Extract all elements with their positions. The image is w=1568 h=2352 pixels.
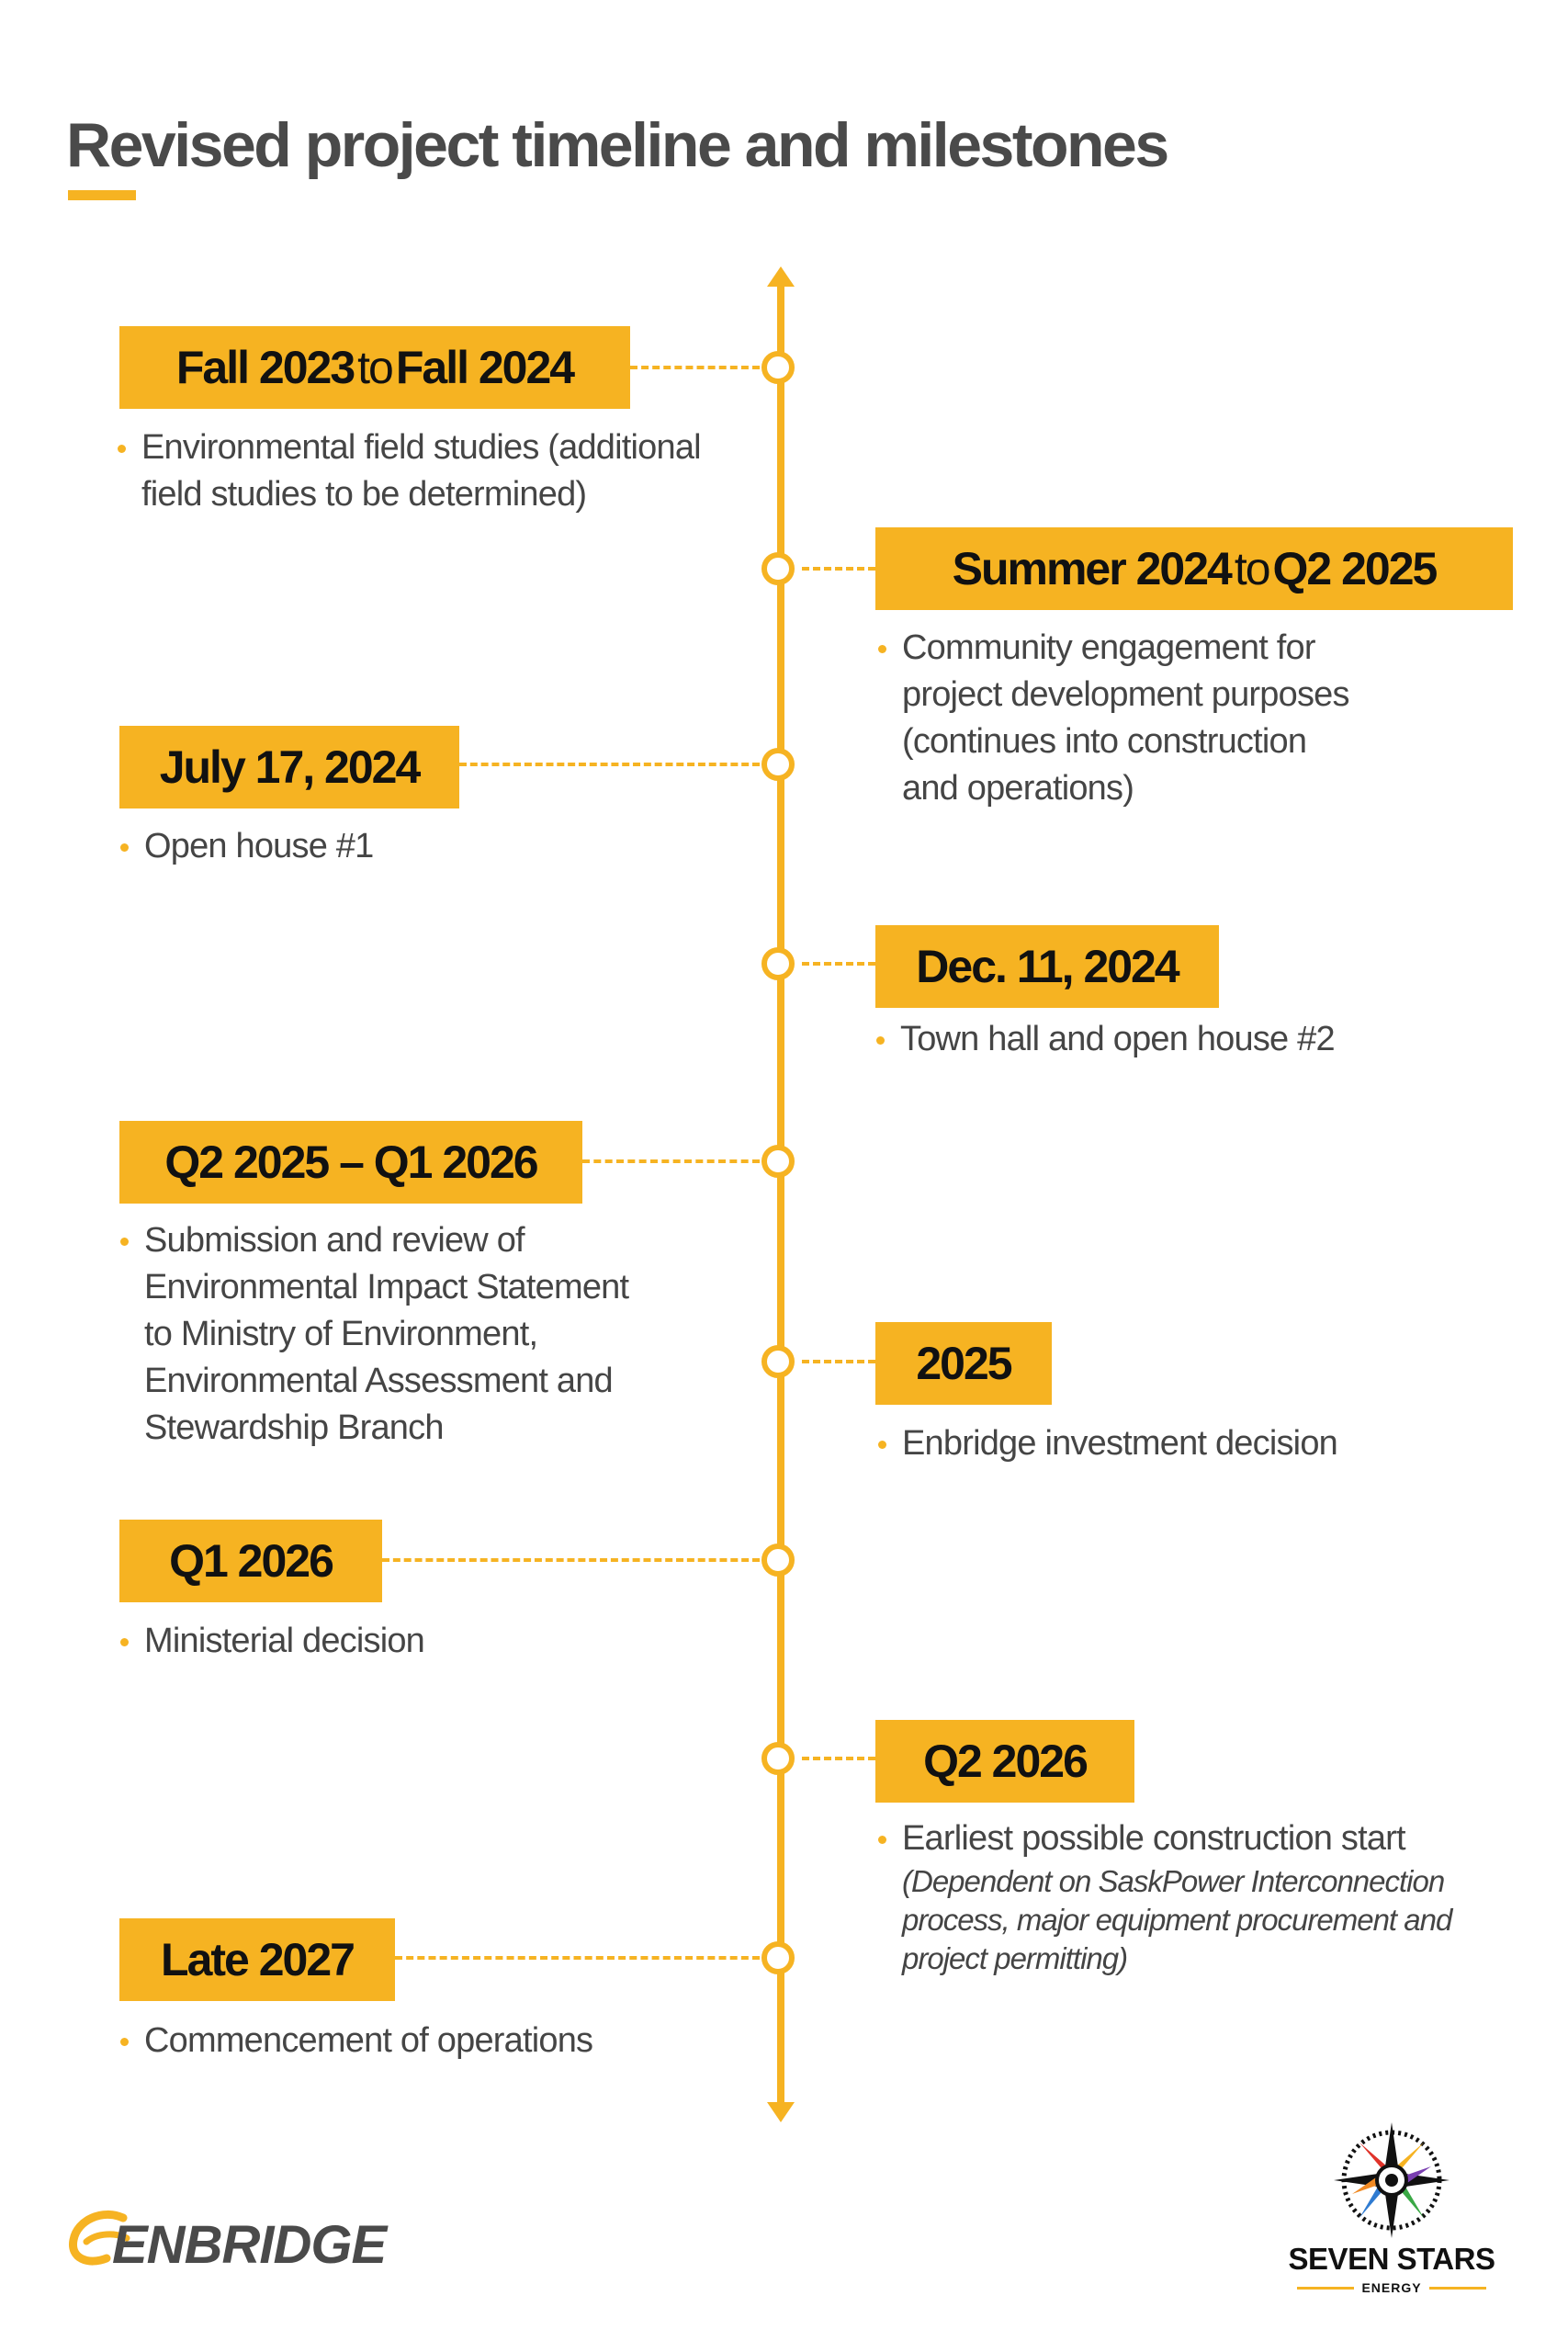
- milestone-description: Environmental field studies (additional field studies to be determined): [141, 424, 701, 518]
- bullet-icon: [120, 2038, 129, 2046]
- bullet-icon: [120, 1638, 129, 1646]
- milestone-note: (Dependent on SaskPower Interconnection: [902, 1864, 1445, 1898]
- milestone-description: Commencement of operations: [144, 2018, 592, 2064]
- bullet-icon: [878, 645, 886, 653]
- bullet-icon: [878, 1441, 886, 1449]
- milestone-note: process, major equipment procurement and: [902, 1903, 1452, 1937]
- timeline-node: [761, 1345, 795, 1378]
- bullet-icon: [118, 445, 126, 453]
- milestone-description: Community engagement for project development purposes (continues into construction and operations): [902, 625, 1349, 812]
- milestone-date-badge: Q2 2026: [875, 1720, 1134, 1803]
- connector-dash: [630, 366, 760, 369]
- connector-dash: [382, 1558, 760, 1562]
- title-underline: [68, 190, 136, 200]
- milestone-date-badge: 2025: [875, 1322, 1052, 1405]
- seven-stars-logo: [1286, 2113, 1497, 2297]
- subline-rule: [1429, 2287, 1486, 2290]
- connector-dash: [802, 962, 875, 966]
- seven-stars-sub: ENERGY: [1361, 2280, 1422, 2295]
- milestone-description: Open house #1: [144, 823, 373, 870]
- connector-dash: [802, 567, 875, 571]
- milestone-description: Ministerial decision: [144, 1618, 424, 1665]
- connector-dash: [459, 763, 760, 766]
- milestone-description: Earliest possible construction start (Dependent on SaskPower Interconnection process, major equipment procurement and project permitting): [902, 1815, 1451, 1978]
- bullet-icon: [876, 1036, 885, 1045]
- seven-stars-wordmark: SEVEN STARS: [1288, 2242, 1495, 2276]
- milestone-description: Town hall and open house #2: [900, 1016, 1335, 1063]
- subline-rule: [1297, 2287, 1354, 2290]
- milestone-date-badge: Fall 2023 to Fall 2024: [119, 326, 630, 409]
- seven-stars-subline: [1286, 2278, 1497, 2297]
- timeline-node: [761, 748, 795, 781]
- timeline-axis: [777, 276, 784, 2113]
- milestone-note: project permitting): [902, 1941, 1128, 1975]
- bullet-icon: [120, 1238, 129, 1246]
- milestone-description: Submission and review of Environmental Impact Statement to Ministry of Environment, Environmental Assessment and Stewardship Branch: [144, 1217, 628, 1452]
- timeline-node: [761, 1941, 795, 1974]
- milestone-date-badge: Summer 2024 to Q2 2025: [875, 527, 1513, 610]
- milestone-date-badge: July 17, 2024: [119, 726, 459, 808]
- milestone-date-badge: Dec. 11, 2024: [875, 925, 1219, 1008]
- seven-stars-compass-icon: [1332, 2120, 1451, 2240]
- bullet-icon: [120, 843, 129, 852]
- axis-arrow-down-icon: [767, 2102, 795, 2122]
- enbridge-logo: [66, 2211, 415, 2284]
- milestone-description: Enbridge investment decision: [902, 1420, 1337, 1467]
- timeline-node: [761, 1544, 795, 1577]
- timeline-node: [761, 351, 795, 384]
- page-title: Revised project timeline and milestones: [66, 109, 1168, 180]
- milestone-date-badge: Late 2027: [119, 1918, 395, 2001]
- enbridge-wordmark: ENBRIDGE: [112, 2215, 387, 2275]
- milestone-date-badge: Q1 2026: [119, 1520, 382, 1602]
- timeline-node: [761, 947, 795, 980]
- axis-arrow-up-icon: [767, 266, 795, 287]
- connector-dash: [802, 1757, 875, 1760]
- milestone-date-badge: Q2 2025 – Q1 2026: [119, 1121, 582, 1204]
- connector-dash: [802, 1360, 875, 1363]
- connector-dash: [395, 1956, 760, 1960]
- connector-dash: [582, 1159, 760, 1163]
- timeline-node: [761, 1742, 795, 1775]
- timeline-node: [761, 1145, 795, 1178]
- bullet-icon: [878, 1836, 886, 1844]
- timeline-node: [761, 552, 795, 585]
